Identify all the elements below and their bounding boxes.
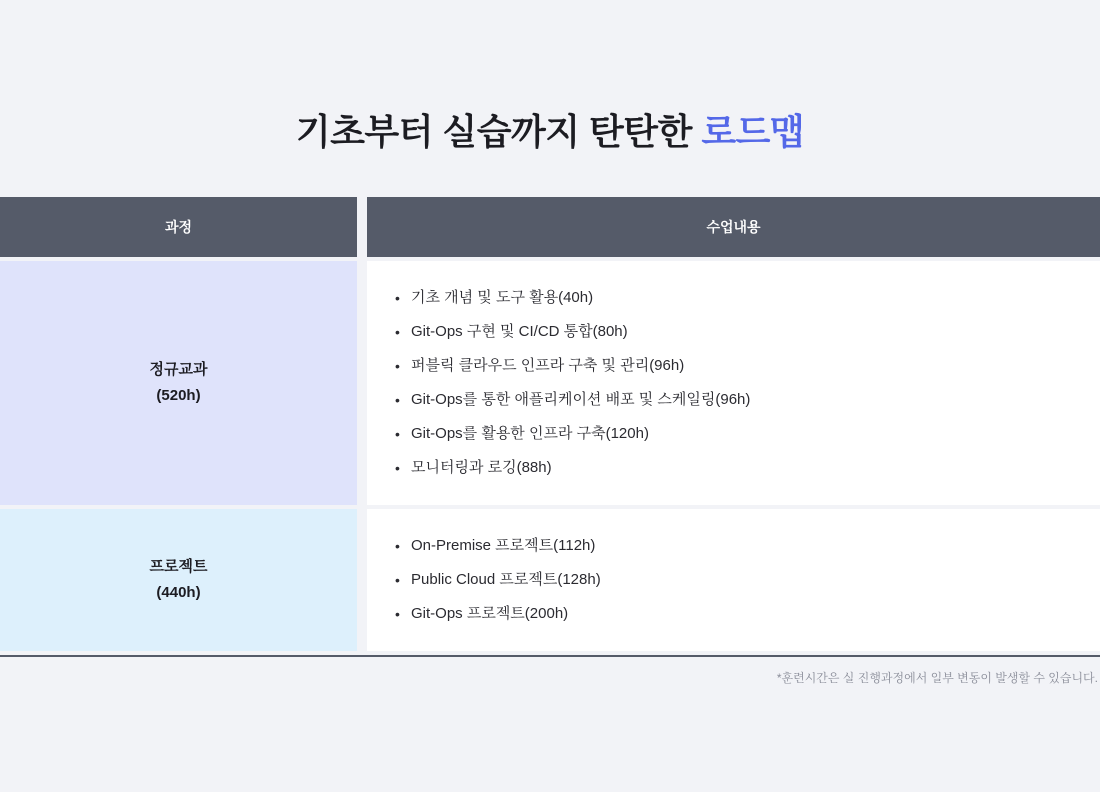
curriculum-list-project — [393, 529, 1100, 631]
column-header-content: 수업내용 — [706, 219, 761, 236]
list-item: • 기초 개념 및 도구 활용(40h) — [393, 281, 1100, 315]
column-header-course: 과정 — [164, 219, 193, 236]
row-content-project — [367, 509, 1100, 651]
curriculum-list-regular — [393, 281, 1100, 485]
list-item: • Git-Ops 프로젝트(200h) — [393, 597, 1100, 631]
curriculum-table — [0, 197, 1100, 686]
row-label-title: 정규교과 — [149, 361, 208, 379]
row-gap — [357, 261, 367, 505]
header-gap — [357, 197, 367, 257]
page-title — [0, 24, 1100, 153]
list-item: • Public Cloud 프로젝트(128h) — [393, 563, 1100, 597]
list-item: • On-Premise 프로젝트(112h) — [393, 529, 1100, 563]
page-title-accent: 로드맵 — [701, 111, 805, 153]
list-item: • 모니터링과 로깅(88h) — [393, 451, 1100, 485]
row-label-project — [0, 509, 357, 651]
list-item: • Git-Ops를 통한 애플리케이션 배포 및 스케일링(96h) — [393, 383, 1100, 417]
row-label-title: 프로젝트 — [149, 558, 208, 576]
list-item: • Git-Ops 구현 및 CI/CD 통합(80h) — [393, 315, 1100, 349]
table-row — [0, 509, 1100, 651]
roadmap-page — [0, 24, 1100, 792]
row-label-regular — [0, 261, 357, 505]
row-label-hours: (520h) — [156, 387, 201, 405]
table-row — [0, 261, 1100, 505]
footnote: *훈련시간은 실 진행과정에서 일부 변동이 발생할 수 있습니다. — [776, 671, 1098, 686]
row-gap — [357, 509, 367, 651]
row-label-hours: (440h) — [156, 584, 201, 602]
list-item: • Git-Ops를 활용한 인프라 구축(120h) — [393, 417, 1100, 451]
row-content-regular — [367, 261, 1100, 505]
list-item: • 퍼블릭 클라우드 인프라 구축 및 관리(96h) — [393, 349, 1100, 383]
table-header-row — [0, 197, 1100, 257]
page-title-main: 기초부터 실습까지 탄탄한 — [295, 111, 702, 153]
